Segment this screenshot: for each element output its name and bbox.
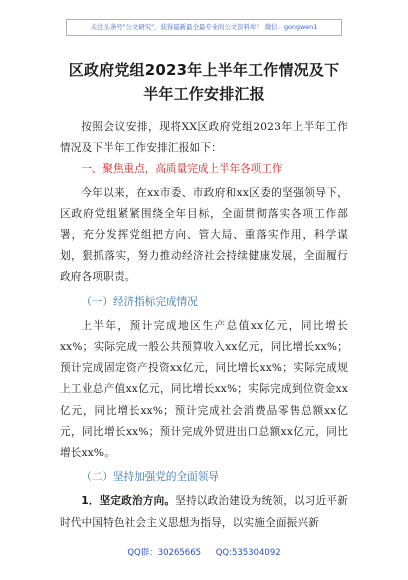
banner-text: 关注头条号"公文研究"，获得最新最全最专业的公文资料库！ 微信：gongwen1 [90,23,318,31]
subsection-2-heading: （二）坚持加强党的全面领导 [81,471,219,484]
subsection-1-paragraph: 上半年，预计完成地区生产总值xx亿元，同比增长xx%；实际完成一般公共预算收入xx亿元，同比增长xx%；预计完成固定资产投资xx亿元，同比增长xx%；实际完成规上工业总产值xx亿元，同比增长xx%；实际完成到位资金xx亿元，同比增长xx%；预计完成社会消费品零售总额xx亿元，同比增长xx%；预计完成外贸进出口总额xx亿元，同比增长xx%。 [60,319,348,460]
footer-qq-group: QQ群：30265665 [127,548,202,558]
title-line-2: 半年工作安排汇报 [143,85,265,103]
section-1-paragraph: 今年以来，在xx市委、市政府和xx区委的坚强领导下，区政府党组紧紧围绕全年目标，全面贯彻落实各项工作部署，充分发挥党组把方向、管大局、重落实作用，科学谋划，狠抓落实，努力推动经济社会持续健康发展，全面履行政府各项职责。 [60,186,348,284]
page-footer [0,546,408,558]
title-line-1: 区政府党组2023年上半年工作情况及下 [68,61,340,79]
item-1-paragraph [60,491,348,533]
intro-paragraph: 按照会议安排，现将XX区政府党组2023年上半年工作情况及下半年工作安排汇报如下： [60,121,348,155]
header-banner [66,19,342,36]
subsection-1-heading: （一）经济指标完成情况 [81,295,198,308]
footer-qq: QQ:535304092 [215,548,281,558]
item-1-lead: 1．坚定政治方向。 [81,495,176,508]
document-title [60,58,348,106]
section-1-heading: 一、聚焦重点，高质量完成上半年各项工作 [81,163,283,176]
item-1-text: 坚持以政治建设为统领，以习近平新时代中国特色社会主义思想为指导，以实施全面振兴新 [60,495,349,529]
document-body [60,58,348,534]
